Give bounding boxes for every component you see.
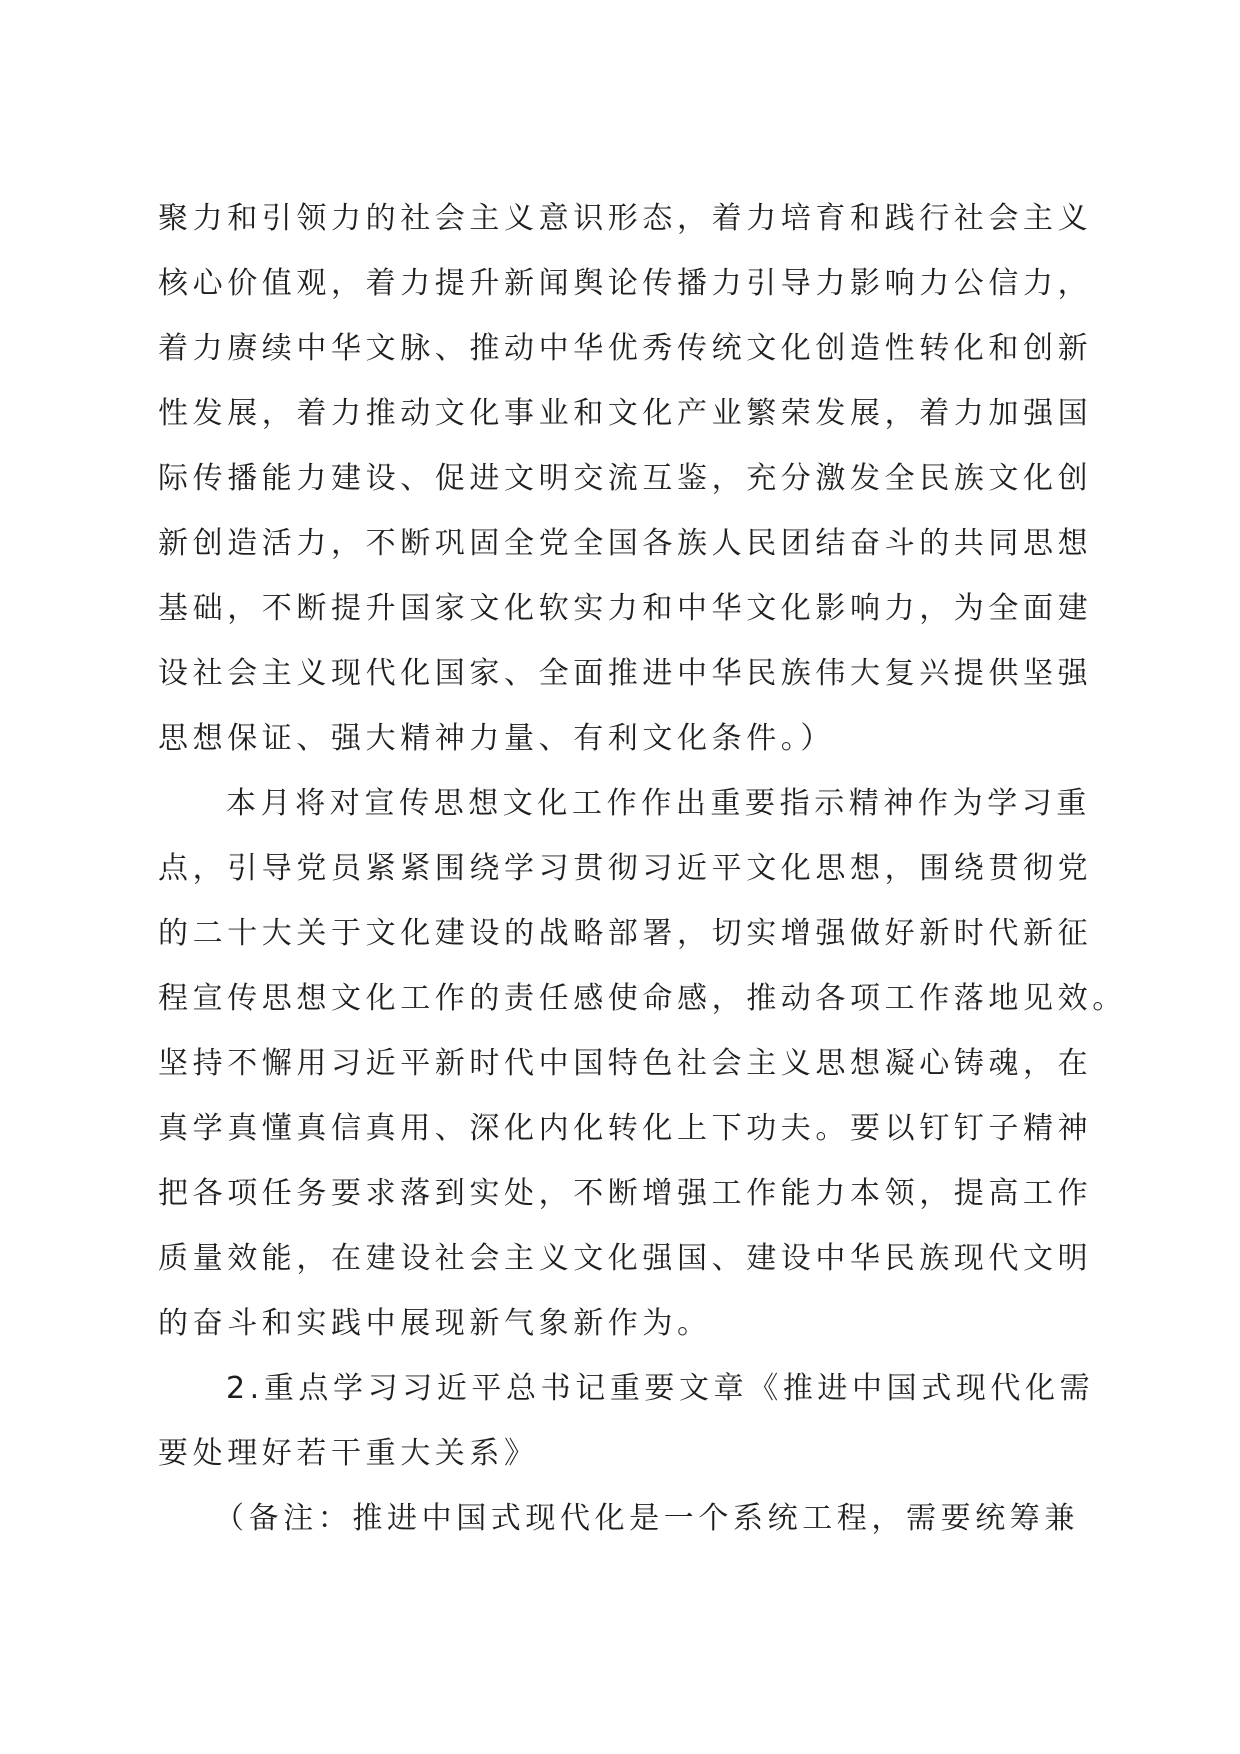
document-body (158, 186, 1127, 1551)
paragraph-remark (158, 1486, 1080, 1551)
text-line: （备注：推进中国式现代化是一个系统工程，需要统筹兼 (214, 1501, 1079, 1536)
text-line: 2.重点学习习近平总书记重要文章《推进中国式现代化需 (226, 1371, 1095, 1406)
text-line: 基础，不断提升国家文化软实力和中华文化影响力，为全面建 (158, 591, 1093, 626)
text-line: 新创造活力，不断巩固全党全国各族人民团结奋斗的共同思想 (158, 526, 1093, 561)
text-line: 性发展，着力推动文化事业和文化产业繁荣发展，着力加强国 (158, 396, 1093, 431)
section-heading-item-2 (158, 1356, 1095, 1486)
text-line: 思想保证、强大精神力量、有利文化条件。） (158, 721, 835, 756)
paragraph-monthly-focus (158, 771, 1127, 1356)
text-line: 程宣传思想文化工作的责任感使命感，推动各项工作落地见效。 (158, 981, 1127, 1016)
text-line: 点，引导党员紧紧围绕学习贯彻习近平文化思想，围绕贯彻党 (158, 851, 1093, 886)
text-line: 核心价值观，着力提升新闻舆论传播力引导力影响力公信力， (158, 266, 1093, 301)
text-line: 的奋斗和实践中展现新气象新作为。 (158, 1306, 712, 1341)
text-line: 把各项任务要求落到实处，不断增强工作能力本领，提高工作 (158, 1176, 1093, 1211)
text-line: 着力赓续中华文脉、推动中华优秀传统文化创造性转化和创新 (158, 331, 1093, 366)
text-line: 质量效能，在建设社会主义文化强国、建设中华民族现代文明 (158, 1241, 1093, 1276)
text-line: 本月将对宣传思想文化工作作出重要指示精神作为学习重 (226, 786, 1091, 821)
paragraph-continued-note (158, 186, 1093, 771)
text-line: 坚持不懈用习近平新时代中国特色社会主义思想凝心铸魂，在 (158, 1046, 1093, 1081)
text-line: 设社会主义现代化国家、全面推进中华民族伟大复兴提供坚强 (158, 656, 1093, 691)
text-line: 的二十大关于文化建设的战略部署，切实增强做好新时代新征 (158, 916, 1093, 951)
text-line: 聚力和引领力的社会主义意识形态，着力培育和践行社会主义 (158, 201, 1093, 236)
text-line: 真学真懂真信真用、深化内化转化上下功夫。要以钉钉子精神 (158, 1111, 1093, 1146)
text-line: 际传播能力建设、促进文明交流互鉴，充分激发全民族文化创 (158, 461, 1093, 496)
text-line: 要处理好若干重大关系》 (158, 1436, 539, 1471)
